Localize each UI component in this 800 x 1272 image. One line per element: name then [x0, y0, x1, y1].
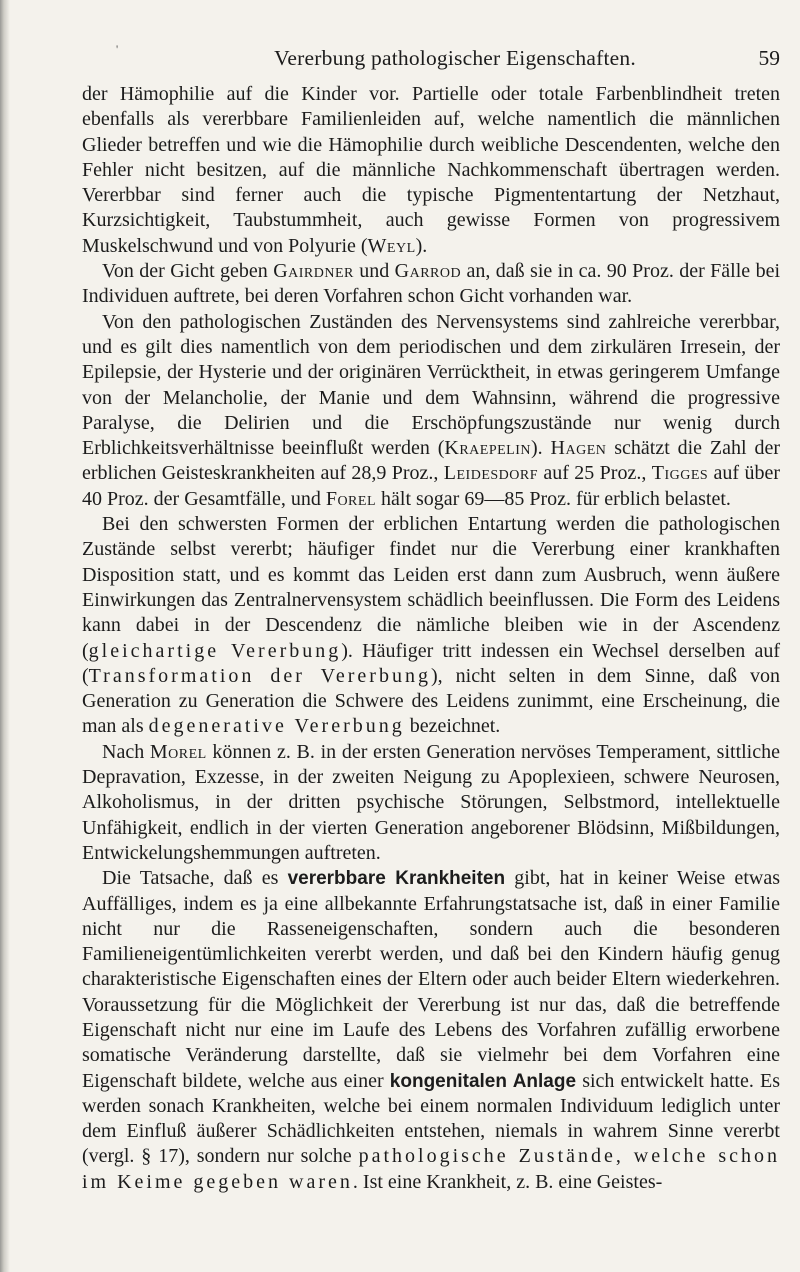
text-run: der Hämophilie auf die Kinder vor. Partielle oder totale Farbenblindheit treten ebenfalls als vererbbare Familienleiden auf, welche namentlich die männlichen Glieder betreffen und wie die Hämophilie durch weibliche Descendenten, welche den Fehler nicht besitzen, auf die männliche Nachkommenschaft übertragen werden. Vererbbar sind ferner auch die typische Pigmententartung der Netzhaut, Kurzsichtigkeit, Taubstummheit, auch gewisse Formen von progressivem Muskelschwund und von Polyurie (: [82, 83, 780, 257]
text-run: auf 25 Proz.,: [538, 462, 652, 485]
text-run: Von den pathologischen Zuständen des Nervensystems sind zahlreiche vererbbar, und es gilt dies namentlich von dem periodischen und dem zirkulären Irresein, der Epilepsie, der Hysterie und der originären Verrücktheit, in etwas geringerem Umfange von der Melancholie, der Manie und dem Wahnsinn, während die progressive Paralyse, die Delirien und die Erschöpfungszustände nur wenig durch Erblichkeitsverhältnisse beeinflußt werden (: [82, 310, 780, 460]
bold-term: kongenitalen Anlage: [389, 1070, 577, 1092]
author-name: Gairdner: [273, 260, 354, 283]
text-run: sich entwickelt hatte. Es werden sonach Krankheiten, welche bei einem normalen Individuum lediglich unter dem Einfluß äußerer Schädlichkeiten entstehen, niemals in wahrem Sinne vererbt (vergl. § 17), sondern nur solche: [82, 1069, 780, 1168]
author-name: Leidesdorf: [443, 462, 539, 485]
paragraph: [82, 866, 780, 1195]
paragraph: [82, 82, 780, 259]
paragraph: [82, 310, 780, 512]
text-run: Nach: [102, 740, 150, 763]
running-head: Vererbung pathologischer Eigenschaften.: [274, 46, 636, 70]
author-name: Garrod: [394, 260, 462, 283]
author-name: Hagen: [550, 437, 607, 460]
author-name: Forel: [325, 487, 377, 510]
text-run: Bei den schwersten Formen der erblichen Entartung werden die pathologischen Zustände selbst vererbt; häufiger findet nur die Vererbung einer krankhaften Disposition statt, und es kommt das Leiden erst dann zum Ausbruch, wenn äußere Einwirkungen das Zentralnervensystem schädlich beeinflussen. Die Form des Leidens kann dabei in der Descendenz die nämliche bleiben wie in der Ascendenz (: [82, 513, 780, 662]
text-run: ).: [531, 437, 551, 460]
book-page: [82, 42, 780, 1195]
text-run: können z. B. in der ersten Generation nervöses Temperament, sittliche Depravation, Exzesse, in der zweiten Neigung zu Apoplexieen, schwere Neurosen, Alkoholismus, in der dritten psychische Störungen, Selbstmord, intellektuelle Unfähigkeit, endlich in der vierten Generation angeborener Blödsinn, Mißbildungen, Entwickelungshemmungen auftreten.: [82, 740, 780, 864]
spaced-emphasis: Transformation der Vererbung: [88, 664, 431, 687]
text-run: Von der Gicht geben: [102, 260, 274, 283]
page-number: 59: [758, 46, 780, 70]
page-header: [82, 42, 780, 82]
text-run: auf über 40 Proz. der Gesamtfälle, und: [82, 462, 781, 510]
text-run: Die Tatsache, daß es: [102, 867, 288, 890]
body-text: [82, 82, 780, 1195]
author-name: Kraepelin: [444, 437, 531, 460]
spaced-emphasis: gleichartige Vererbung: [88, 639, 342, 662]
text-run: ).: [415, 234, 428, 257]
author-name: Tigges: [651, 462, 709, 485]
text-run: hält sogar 69—85 Proz. für erblich belastet.: [376, 487, 731, 510]
paragraph: [82, 740, 780, 866]
author-name: Weyl: [367, 234, 416, 257]
text-run: schätzt die Zahl der erblichen Geisteskrankheiten auf 28,9 Proz.,: [82, 437, 780, 485]
text-run: ). Häufiger tritt indessen ein Wechsel derselben auf (: [82, 639, 780, 687]
text-run: bezeichnet.: [404, 715, 501, 738]
header-mark: ': [116, 42, 119, 56]
bold-term: vererbbare Krankheiten: [287, 868, 506, 890]
author-name: Morel: [149, 740, 207, 763]
text-run: gibt, hat in keiner Weise etwas Auffälliges, indem es ja eine allbekannte Erfahrungstatsache ist, daß in einer Familie nicht nur die Rasseneigenschaften, sondern auch die besonderen Familieneigentümlichkeiten vererbt werden, und daß bei den Kindern häufig genug charakteristische Eigenschaften eines der Eltern oder auch beider Eltern wiederkehren. Voraussetzung für die Möglichkeit der Vererbung ist nur das, daß die betreffende Eigenschaft nicht nur eine im Laufe des Lebens des Vorfahren zufällig erworbene somatische Veränderung darstellte, daß sie vielmehr bei dem Vorfahren eine Eigenschaft bildete, welche aus einer: [82, 867, 780, 1092]
text-run: . Ist eine Krankheit, z. B. eine Geistes-: [352, 1170, 663, 1193]
spaced-emphasis: pathologische Zustände, welche schon im Keime gegeben waren: [82, 1145, 780, 1193]
text-run: und: [353, 260, 395, 283]
page-edge-shadow: [0, 0, 10, 1272]
text-run: an, daß sie in ca. 90 Proz. der Fälle bei Individuen auftrete, bei deren Vorfahren schon Gicht vorhanden war.: [82, 260, 780, 308]
paragraph: [82, 259, 780, 310]
text-run: ), nicht selten in dem Sinne, daß von Generation zu Generation die Schwere des Leidens zunimmt, eine Erscheinung, die man als: [82, 664, 780, 738]
spaced-emphasis: degenerative Vererbung: [148, 715, 405, 738]
paragraph: [82, 512, 780, 740]
